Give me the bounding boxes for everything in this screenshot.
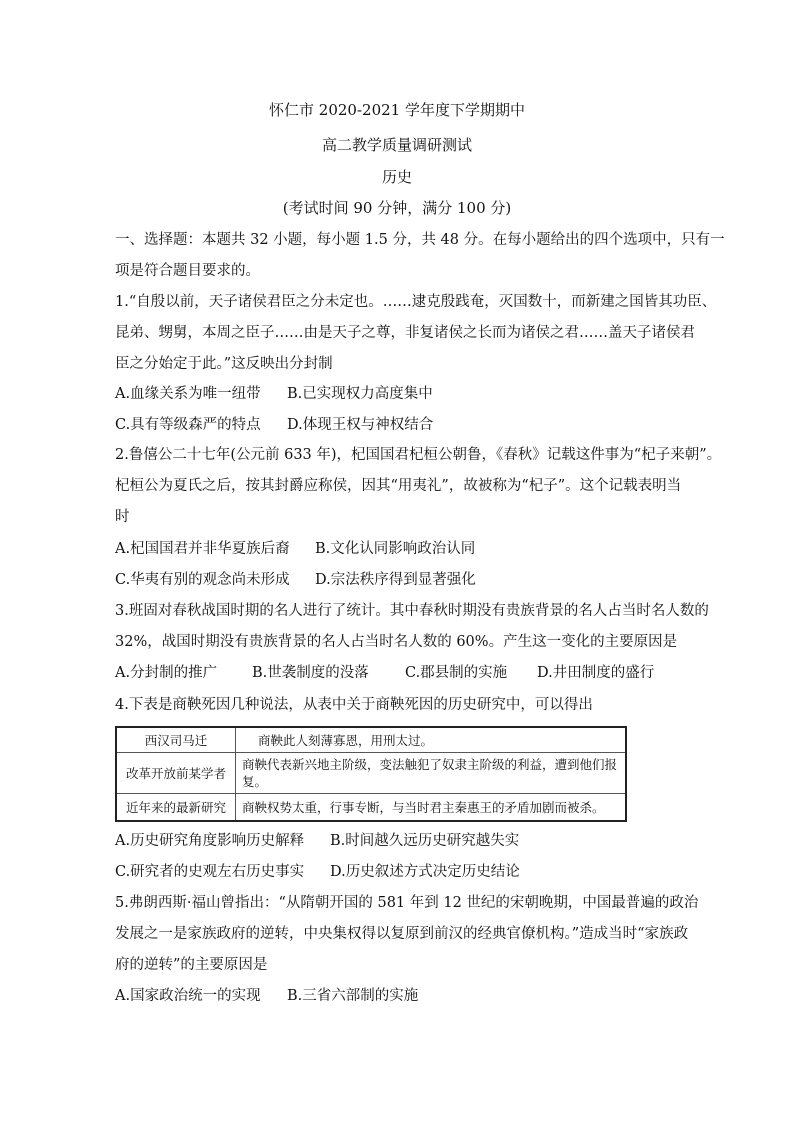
exam-name: 高二教学质量调研测试 bbox=[321, 136, 472, 154]
exam-info: (考试时间 90 分钟，满分 100 分) bbox=[282, 199, 512, 217]
exam-school-term: 怀仁市 2020-2021 学年度下学期期中 bbox=[269, 101, 525, 119]
q2-option-b[interactable]: B.文化认同影响政治认同 bbox=[315, 541, 476, 557]
q1-option-c[interactable]: C.具有等级森严的特点 bbox=[115, 417, 261, 433]
section-instructions-line2: 项是符合题目要求的。 bbox=[115, 263, 260, 279]
q3-stem-line2: 32%，战国时期没有贵族背景的名人占当时名人数的 60%。产生这一变化的主要原因是 bbox=[115, 634, 678, 650]
table-cell-view: 商鞅权势太重，行事专断，与当时君主秦惠王的矛盾加剧而被杀。 bbox=[236, 794, 627, 822]
q5-stem-line3: 府的逆转”的主要原因是 bbox=[115, 957, 268, 973]
q1-option-b[interactable]: B.已实现权力高度集中 bbox=[287, 386, 433, 402]
q1-option-a[interactable]: A.血缘关系为唯一纽带 bbox=[115, 386, 261, 402]
q4-death-cause-table bbox=[115, 726, 627, 822]
q1-option-d[interactable]: D.体现王权与神权结合 bbox=[287, 417, 434, 433]
q4-option-b[interactable]: B.时间越久远历史研究越失实 bbox=[330, 833, 520, 849]
section-instructions-line1: 一、选择题：本题共 32 小题，每小题 1.5 分，共 48 分。在每小题给出的四个选项中，只有一 bbox=[115, 232, 725, 248]
q5-stem-line1: 5.弗朗西斯·福山曾指出：“从隋朝开国的 581 年到 12 世纪的宋朝晚期，中国最普遍的政治 bbox=[115, 895, 699, 911]
q5-option-b[interactable]: B.三省六部制的实施 bbox=[287, 988, 419, 1004]
q3-option-c[interactable]: C.郡县制的实施 bbox=[405, 665, 508, 681]
q2-stem-line1: 2.鲁僖公二十七年(公元前 633 年)，杞国国君杞桓公朝鲁，《春秋》记载这件事为“杞子来朝”。 bbox=[115, 447, 722, 463]
table-row bbox=[116, 727, 626, 753]
table-cell-source: 西汉司马迁 bbox=[116, 727, 236, 753]
table-cell-source: 改革开放前某学者 bbox=[116, 753, 236, 794]
table-row bbox=[116, 753, 626, 794]
q2-stem-line2: 杞桓公为夏氏之后，按其封爵应称侯，因其“用夷礼”，故被称为“杞子”。这个记载表明当 bbox=[115, 478, 682, 494]
q3-stem-line1: 3.班固对春秋战国时期的名人进行了统计。其中春秋时期没有贵族背景的名人占当时名人数的 bbox=[115, 603, 709, 619]
q3-option-a[interactable]: A.分封制的推广 bbox=[115, 665, 218, 681]
q1-stem-line3: 臣之分始定于此。”这反映出分封制 bbox=[115, 356, 333, 372]
table-cell-view: 商鞅此人刻薄寡恩，用刑太过。 bbox=[236, 727, 627, 753]
q4-option-d[interactable]: D.历史叙述方式决定历史结论 bbox=[330, 864, 520, 880]
table-cell-view: 商鞅代表新兴地主阶级，变法触犯了奴隶主阶级的利益，遭到他们报复。 bbox=[236, 753, 627, 794]
q4-stem-line1: 4.下表是商鞅死因几种说法，从表中关于商鞅死因的历史研究中，可以得出 bbox=[115, 697, 593, 713]
q5-stem-line2: 发展之一是家族政府的逆转，中央集权得以复原到前汉的经典官僚机构。”造成当时“家族政 bbox=[115, 926, 689, 942]
q2-option-d[interactable]: D.宗法秩序得到显著强化 bbox=[315, 572, 476, 588]
q1-stem-line2: 昆弟、甥舅，本周之臣子……由是天子之尊，非复诸侯之长而为诸侯之君……盖天子诸侯君 bbox=[115, 325, 695, 341]
q2-stem-line3: 时 bbox=[115, 509, 130, 525]
q4-option-c[interactable]: C.研究者的史观左右历史事实 bbox=[115, 864, 305, 880]
q1-stem-line1: 1.“自殷以前，天子诸侯君臣之分未定也。……逮克殷践奄，灭国数十，而新建之国皆其功臣、 bbox=[115, 294, 717, 310]
table-cell-source: 近年来的最新研究 bbox=[116, 794, 236, 822]
q4-option-a[interactable]: A.历史研究角度影响历史解释 bbox=[115, 833, 305, 849]
q3-option-b[interactable]: B.世袭制度的没落 bbox=[252, 665, 369, 681]
table-row bbox=[116, 794, 626, 822]
q5-option-a[interactable]: A.国家政治统一的实现 bbox=[115, 988, 261, 1004]
q3-option-d[interactable]: D.井田制度的盛行 bbox=[537, 665, 655, 681]
q2-option-a[interactable]: A.杞国国君并非华夏族后裔 bbox=[115, 541, 290, 557]
q2-option-c[interactable]: C.华夷有别的观念尚未形成 bbox=[115, 572, 290, 588]
exam-subject: 历史 bbox=[381, 168, 412, 186]
